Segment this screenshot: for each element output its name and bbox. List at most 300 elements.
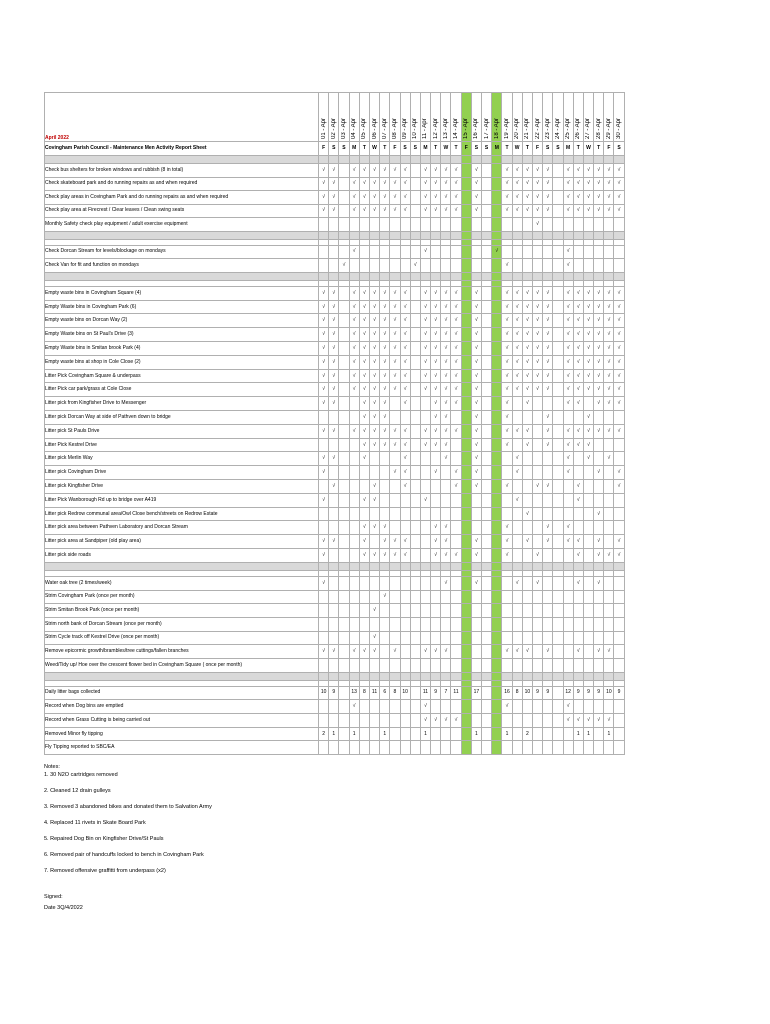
empty-cell xyxy=(339,493,349,507)
empty-cell xyxy=(441,631,451,645)
day-letter-30: S xyxy=(614,142,624,156)
check-mark: √ xyxy=(380,438,390,452)
check-mark: √ xyxy=(512,177,522,191)
check-mark: √ xyxy=(390,342,400,356)
count-cell: 9 xyxy=(583,686,593,700)
check-mark: √ xyxy=(451,397,461,411)
empty-cell xyxy=(390,411,400,425)
empty-cell xyxy=(461,590,471,604)
empty-cell xyxy=(594,741,604,755)
empty-cell xyxy=(319,604,329,618)
activity-row xyxy=(45,604,625,618)
empty-cell xyxy=(512,507,522,521)
day-letter-13: W xyxy=(441,142,451,156)
check-mark: √ xyxy=(471,424,481,438)
empty-cell xyxy=(573,452,583,466)
signature-section xyxy=(44,894,83,916)
empty-cell xyxy=(390,480,400,494)
empty-cell xyxy=(339,438,349,452)
empty-cell xyxy=(431,493,441,507)
check-mark: √ xyxy=(319,204,329,218)
date-header-7 xyxy=(380,93,390,142)
empty-cell xyxy=(604,521,614,535)
empty-cell xyxy=(369,617,379,631)
empty-cell xyxy=(543,658,553,672)
check-mark: √ xyxy=(329,286,339,300)
check-mark: √ xyxy=(502,204,512,218)
empty-cell xyxy=(563,741,573,755)
empty-cell xyxy=(553,286,563,300)
date-label: 30 - Apr xyxy=(616,117,623,139)
empty-cell xyxy=(482,741,492,755)
empty-cell xyxy=(522,590,532,604)
check-mark: √ xyxy=(512,466,522,480)
empty-cell xyxy=(532,700,542,714)
empty-cell xyxy=(431,259,441,273)
empty-cell xyxy=(553,383,563,397)
check-mark: √ xyxy=(329,645,339,659)
empty-cell xyxy=(319,245,329,259)
empty-cell xyxy=(329,507,339,521)
check-mark: √ xyxy=(532,164,542,178)
empty-cell xyxy=(390,741,400,755)
empty-cell xyxy=(461,617,471,631)
empty-cell xyxy=(482,521,492,535)
empty-cell xyxy=(614,411,624,425)
check-mark: √ xyxy=(532,549,542,563)
date-label: 20 - Apr xyxy=(514,117,521,139)
date-label: 27 - Apr xyxy=(585,117,592,139)
empty-cell xyxy=(431,631,441,645)
check-mark: √ xyxy=(380,521,390,535)
empty-cell xyxy=(339,300,349,314)
empty-cell xyxy=(492,369,502,383)
empty-cell xyxy=(390,493,400,507)
check-mark: √ xyxy=(400,549,410,563)
check-mark: √ xyxy=(451,355,461,369)
empty-cell xyxy=(451,631,461,645)
empty-cell xyxy=(339,535,349,549)
check-mark: √ xyxy=(369,480,379,494)
check-mark: √ xyxy=(431,714,441,728)
empty-cell xyxy=(543,259,553,273)
check-mark: √ xyxy=(329,383,339,397)
check-mark: √ xyxy=(431,369,441,383)
activity-label: Litter pick Dorcan Way at side of Pathven down to bridge xyxy=(45,411,319,425)
check-mark: √ xyxy=(420,328,430,342)
check-mark: √ xyxy=(431,328,441,342)
check-mark: √ xyxy=(512,300,522,314)
empty-cell xyxy=(431,452,441,466)
empty-cell xyxy=(522,658,532,672)
check-mark: √ xyxy=(451,424,461,438)
empty-cell xyxy=(604,245,614,259)
count-cell: 10 xyxy=(522,686,532,700)
check-mark: √ xyxy=(512,645,522,659)
date-header-12 xyxy=(431,93,441,142)
check-mark: √ xyxy=(400,438,410,452)
check-mark: √ xyxy=(369,204,379,218)
activity-row xyxy=(45,507,625,521)
empty-cell xyxy=(380,658,390,672)
check-mark: √ xyxy=(359,645,369,659)
empty-cell xyxy=(543,714,553,728)
count-cell: 12 xyxy=(563,686,573,700)
empty-cell xyxy=(563,507,573,521)
check-mark: √ xyxy=(359,286,369,300)
activity-label: Daily litter bags collected xyxy=(45,686,319,700)
empty-cell xyxy=(400,411,410,425)
check-mark: √ xyxy=(604,714,614,728)
empty-cell xyxy=(522,576,532,590)
check-mark: √ xyxy=(512,576,522,590)
check-mark: √ xyxy=(420,204,430,218)
check-mark: √ xyxy=(359,535,369,549)
date-header-13 xyxy=(441,93,451,142)
day-header-row xyxy=(45,142,625,156)
empty-cell xyxy=(512,549,522,563)
empty-cell xyxy=(380,617,390,631)
check-mark: √ xyxy=(319,383,329,397)
empty-cell xyxy=(471,259,481,273)
check-mark: √ xyxy=(441,411,451,425)
activity-label: Strim Cycle track off Kestrel Drive (once per month) xyxy=(45,631,319,645)
empty-cell xyxy=(410,191,420,205)
empty-cell xyxy=(482,452,492,466)
empty-cell xyxy=(614,727,624,741)
empty-cell xyxy=(461,604,471,618)
empty-cell xyxy=(614,658,624,672)
check-mark: √ xyxy=(502,355,512,369)
day-letter-15: F xyxy=(461,142,471,156)
check-mark: √ xyxy=(451,164,461,178)
empty-cell xyxy=(329,631,339,645)
empty-cell xyxy=(471,507,481,521)
check-mark: √ xyxy=(512,286,522,300)
check-mark: √ xyxy=(594,177,604,191)
empty-cell xyxy=(553,424,563,438)
empty-cell xyxy=(502,245,512,259)
check-mark: √ xyxy=(604,383,614,397)
empty-cell xyxy=(482,549,492,563)
check-mark: √ xyxy=(431,521,441,535)
activity-label: Empty Waste bins in Smitan brook Park (4) xyxy=(45,342,319,356)
check-mark: √ xyxy=(573,369,583,383)
empty-cell xyxy=(512,604,522,618)
empty-cell xyxy=(420,507,430,521)
empty-cell xyxy=(390,727,400,741)
empty-cell xyxy=(573,521,583,535)
check-mark: √ xyxy=(359,383,369,397)
count-cell: 1 xyxy=(604,727,614,741)
activity-grid xyxy=(44,92,625,755)
empty-cell xyxy=(482,300,492,314)
check-mark: √ xyxy=(380,355,390,369)
date-label: 11 - Apr xyxy=(422,118,429,139)
check-mark: √ xyxy=(502,480,512,494)
empty-cell xyxy=(543,727,553,741)
check-mark: √ xyxy=(502,397,512,411)
empty-cell xyxy=(410,507,420,521)
empty-cell xyxy=(492,204,502,218)
check-mark: √ xyxy=(471,369,481,383)
check-mark: √ xyxy=(543,314,553,328)
date-header-30 xyxy=(614,93,624,142)
empty-cell xyxy=(553,397,563,411)
empty-cell xyxy=(441,259,451,273)
check-mark: √ xyxy=(502,700,512,714)
empty-cell xyxy=(563,645,573,659)
empty-cell xyxy=(532,397,542,411)
empty-cell xyxy=(400,617,410,631)
empty-cell xyxy=(583,576,593,590)
empty-cell xyxy=(553,177,563,191)
empty-cell xyxy=(553,549,563,563)
check-mark: √ xyxy=(471,452,481,466)
check-mark: √ xyxy=(573,164,583,178)
empty-cell xyxy=(502,452,512,466)
empty-cell xyxy=(461,493,471,507)
count-cell: 1 xyxy=(329,727,339,741)
check-mark: √ xyxy=(319,286,329,300)
empty-cell xyxy=(431,480,441,494)
check-mark: √ xyxy=(349,328,359,342)
empty-cell xyxy=(410,686,420,700)
empty-cell xyxy=(482,700,492,714)
empty-cell xyxy=(471,741,481,755)
separator-row xyxy=(45,231,625,239)
check-mark: √ xyxy=(369,438,379,452)
check-mark: √ xyxy=(329,164,339,178)
empty-cell xyxy=(604,438,614,452)
empty-cell xyxy=(410,700,420,714)
empty-cell xyxy=(451,700,461,714)
empty-cell xyxy=(380,576,390,590)
check-mark: √ xyxy=(451,191,461,205)
empty-cell xyxy=(614,438,624,452)
check-mark: √ xyxy=(359,549,369,563)
empty-cell xyxy=(380,604,390,618)
check-mark: √ xyxy=(369,645,379,659)
empty-cell xyxy=(451,411,461,425)
empty-cell xyxy=(400,493,410,507)
check-mark: √ xyxy=(543,328,553,342)
empty-cell xyxy=(441,727,451,741)
empty-cell xyxy=(471,218,481,232)
empty-cell xyxy=(400,645,410,659)
check-mark: √ xyxy=(420,383,430,397)
empty-cell xyxy=(349,535,359,549)
empty-cell xyxy=(339,714,349,728)
empty-cell xyxy=(369,727,379,741)
check-mark: √ xyxy=(573,438,583,452)
empty-cell xyxy=(594,604,604,618)
check-mark: √ xyxy=(420,493,430,507)
activity-row xyxy=(45,383,625,397)
check-mark: √ xyxy=(451,480,461,494)
check-mark: √ xyxy=(329,369,339,383)
empty-cell xyxy=(400,700,410,714)
empty-cell xyxy=(319,741,329,755)
check-mark: √ xyxy=(359,300,369,314)
check-mark: √ xyxy=(380,191,390,205)
empty-cell xyxy=(492,714,502,728)
check-mark: √ xyxy=(390,164,400,178)
date-label: 02 - Apr xyxy=(330,117,337,139)
empty-cell xyxy=(349,259,359,273)
check-mark: √ xyxy=(604,314,614,328)
empty-cell xyxy=(451,727,461,741)
check-mark: √ xyxy=(573,535,583,549)
empty-cell xyxy=(410,411,420,425)
count-cell: 1 xyxy=(573,727,583,741)
empty-cell xyxy=(461,424,471,438)
check-mark: √ xyxy=(329,424,339,438)
empty-cell xyxy=(339,177,349,191)
check-mark: √ xyxy=(543,300,553,314)
empty-cell xyxy=(319,480,329,494)
empty-cell xyxy=(573,700,583,714)
empty-cell xyxy=(339,741,349,755)
day-letter-17: S xyxy=(482,142,492,156)
empty-cell xyxy=(410,604,420,618)
check-mark: √ xyxy=(390,383,400,397)
check-mark: √ xyxy=(369,383,379,397)
empty-cell xyxy=(482,617,492,631)
empty-cell xyxy=(471,245,481,259)
count-cell: 10 xyxy=(400,686,410,700)
empty-cell xyxy=(522,480,532,494)
empty-cell xyxy=(543,617,553,631)
empty-cell xyxy=(380,452,390,466)
check-mark: √ xyxy=(573,549,583,563)
activity-row xyxy=(45,576,625,590)
check-mark: √ xyxy=(400,466,410,480)
check-mark: √ xyxy=(441,369,451,383)
empty-cell xyxy=(410,369,420,383)
check-mark: √ xyxy=(543,164,553,178)
activity-row xyxy=(45,286,625,300)
check-mark: √ xyxy=(359,424,369,438)
empty-cell xyxy=(359,604,369,618)
empty-cell xyxy=(410,438,420,452)
empty-cell xyxy=(461,645,471,659)
empty-cell xyxy=(400,741,410,755)
empty-cell xyxy=(329,741,339,755)
empty-cell xyxy=(319,521,329,535)
check-mark: √ xyxy=(359,328,369,342)
activity-row xyxy=(45,631,625,645)
check-mark: √ xyxy=(502,259,512,273)
activity-label: Check Dorcan Stream for levels/blockage on mondays xyxy=(45,245,319,259)
empty-cell xyxy=(441,658,451,672)
empty-cell xyxy=(339,191,349,205)
empty-cell xyxy=(329,604,339,618)
empty-cell xyxy=(492,452,502,466)
check-mark: √ xyxy=(319,397,329,411)
empty-cell xyxy=(410,535,420,549)
empty-cell xyxy=(349,397,359,411)
activity-label: Strim Smitan Brook Park (once per month) xyxy=(45,604,319,618)
empty-cell xyxy=(349,658,359,672)
empty-cell xyxy=(329,521,339,535)
empty-cell xyxy=(583,535,593,549)
empty-cell xyxy=(461,177,471,191)
date-label: 14 - Apr xyxy=(453,117,460,139)
activity-row xyxy=(45,590,625,604)
check-mark: √ xyxy=(573,314,583,328)
empty-cell xyxy=(410,493,420,507)
empty-cell xyxy=(461,342,471,356)
empty-cell xyxy=(329,259,339,273)
check-mark: √ xyxy=(512,342,522,356)
date-header-11 xyxy=(420,93,430,142)
empty-cell xyxy=(553,259,563,273)
empty-cell xyxy=(461,411,471,425)
date-label: 08 - Apr xyxy=(391,117,398,139)
check-mark: √ xyxy=(573,355,583,369)
check-mark: √ xyxy=(573,424,583,438)
empty-cell xyxy=(420,259,430,273)
check-mark: √ xyxy=(349,645,359,659)
check-mark: √ xyxy=(390,438,400,452)
empty-cell xyxy=(339,658,349,672)
check-mark: √ xyxy=(594,507,604,521)
empty-cell xyxy=(614,617,624,631)
check-mark: √ xyxy=(380,164,390,178)
activity-row xyxy=(45,411,625,425)
empty-cell xyxy=(380,645,390,659)
activity-label: Water oak tree (2 times/week) xyxy=(45,576,319,590)
empty-cell xyxy=(410,204,420,218)
activity-label: Strim Covingham Park (once per month) xyxy=(45,590,319,604)
check-mark: √ xyxy=(349,300,359,314)
date-header-26 xyxy=(573,93,583,142)
check-mark: √ xyxy=(420,300,430,314)
check-mark: √ xyxy=(369,411,379,425)
empty-cell xyxy=(410,300,420,314)
check-mark: √ xyxy=(512,383,522,397)
empty-cell xyxy=(492,355,502,369)
empty-cell xyxy=(492,218,502,232)
check-mark: √ xyxy=(451,342,461,356)
check-mark: √ xyxy=(380,204,390,218)
count-cell: 11 xyxy=(451,686,461,700)
empty-cell xyxy=(359,727,369,741)
check-mark: √ xyxy=(583,177,593,191)
count-cell: 11 xyxy=(420,686,430,700)
check-mark: √ xyxy=(471,328,481,342)
activity-report-sheet xyxy=(44,92,625,755)
empty-cell xyxy=(492,424,502,438)
check-mark: √ xyxy=(563,259,573,273)
empty-cell xyxy=(400,576,410,590)
empty-cell xyxy=(604,507,614,521)
check-mark: √ xyxy=(471,480,481,494)
activity-row xyxy=(45,259,625,273)
check-mark: √ xyxy=(512,191,522,205)
day-letter-2: S xyxy=(329,142,339,156)
check-mark: √ xyxy=(604,342,614,356)
empty-cell xyxy=(441,245,451,259)
check-mark: √ xyxy=(400,369,410,383)
empty-cell xyxy=(614,631,624,645)
date-header-8 xyxy=(390,93,400,142)
empty-cell xyxy=(532,535,542,549)
date-header-14 xyxy=(451,93,461,142)
empty-cell xyxy=(553,452,563,466)
empty-cell xyxy=(482,658,492,672)
